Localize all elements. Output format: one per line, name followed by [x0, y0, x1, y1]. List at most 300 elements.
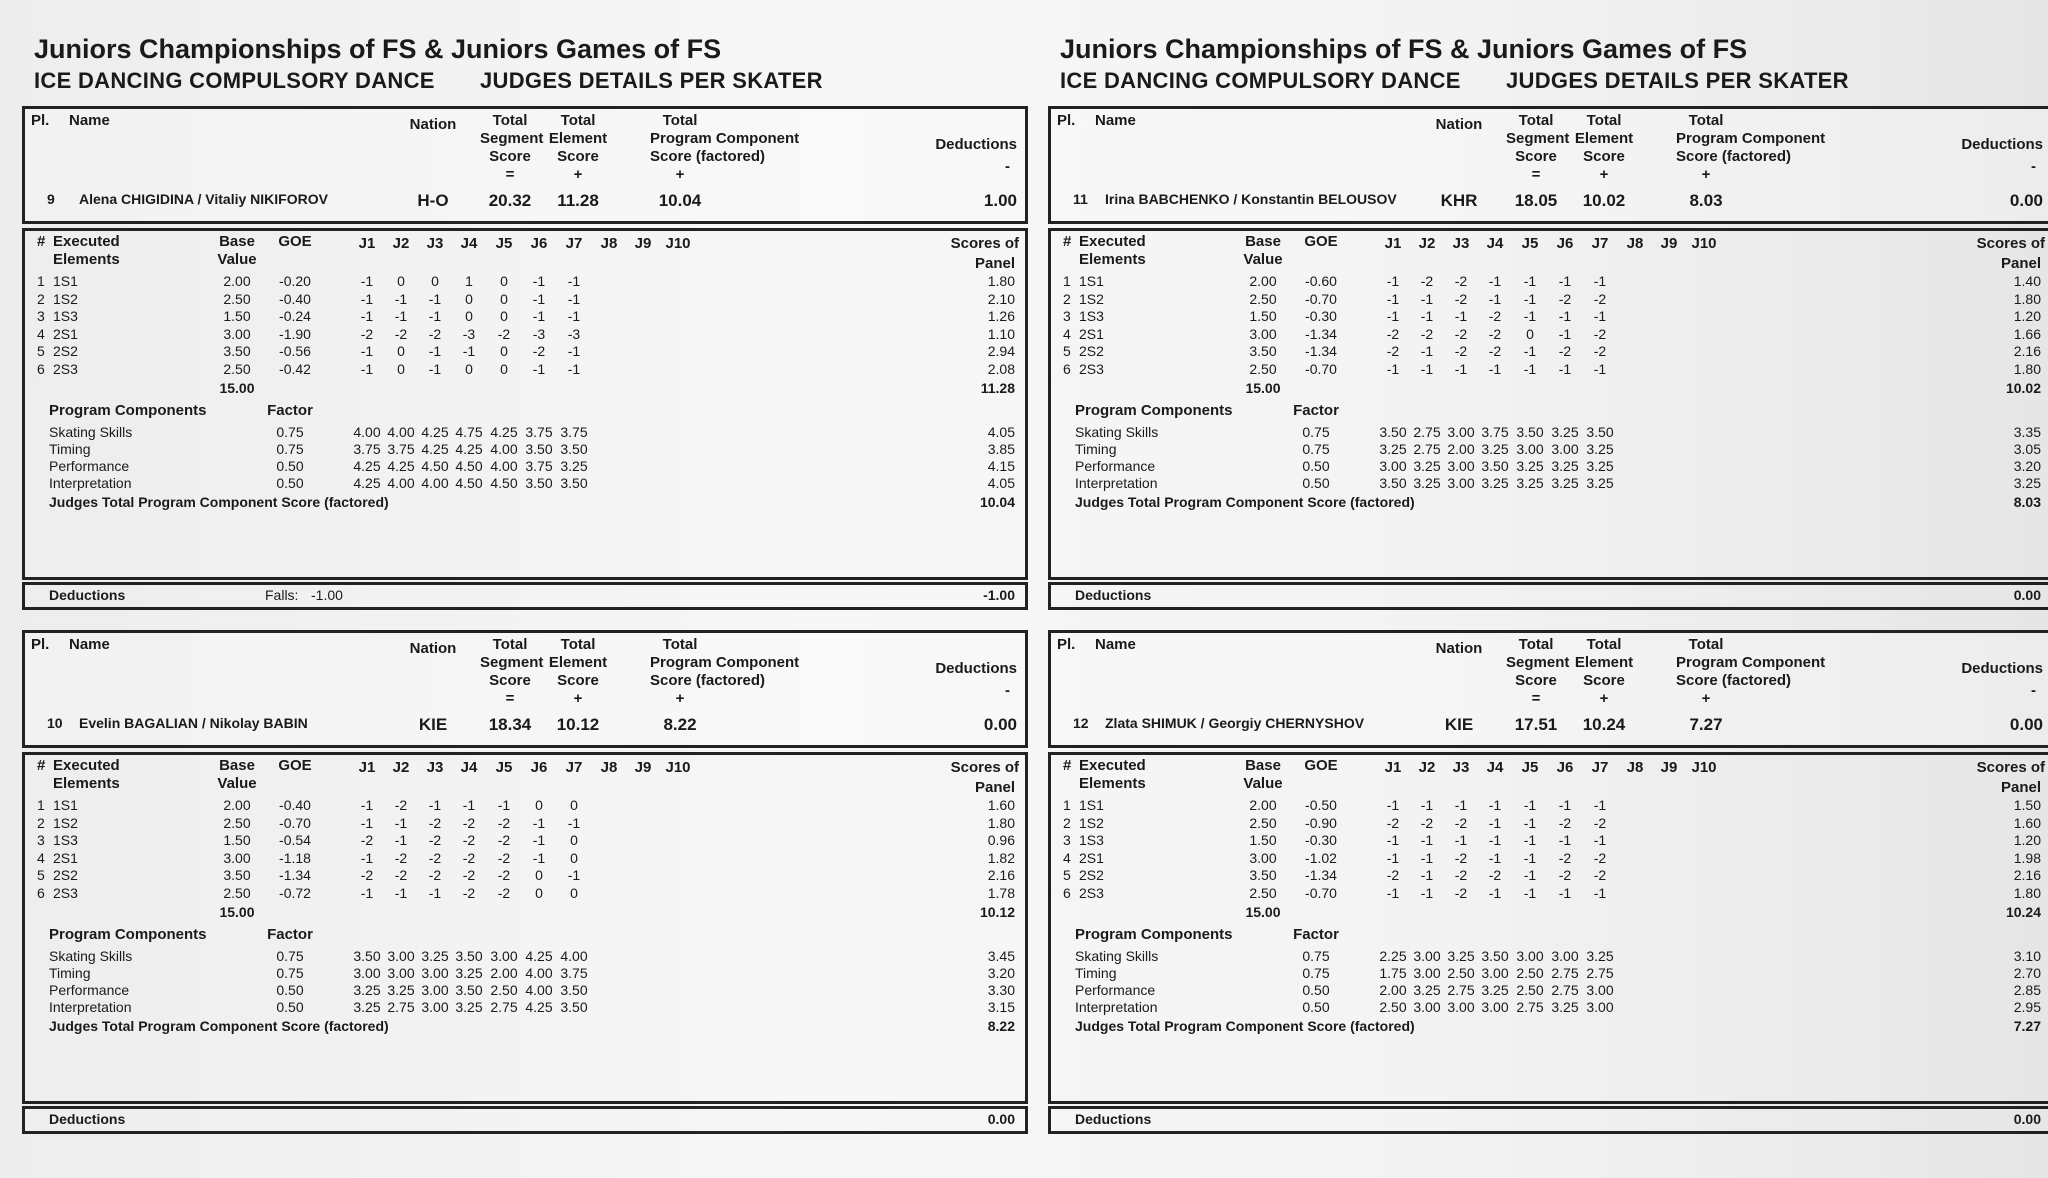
component-judge-mark: 3.50 — [560, 441, 588, 457]
element-number: 5 — [1063, 343, 1071, 359]
component-judge-mark: 3.50 — [560, 999, 588, 1015]
deductions-row-value: 0.00 — [2013, 587, 2041, 603]
component-judge-mark: 3.50 — [525, 441, 553, 457]
component-judge-mark: 3.00 — [1413, 999, 1441, 1015]
element-panel-score: 2.16 — [987, 867, 1015, 883]
skater-header — [22, 106, 1028, 224]
element-judge-mark: -1 — [1386, 360, 1400, 377]
deductions-label: Deductions — [935, 136, 1017, 153]
col-judge: J4 — [1486, 235, 1504, 252]
component-judge-mark: 3.50 — [455, 948, 483, 964]
skater-name: Alena CHIGIDINA / Vitaliy NIKIFOROV — [79, 191, 328, 207]
col-value: Value — [217, 775, 257, 792]
component-factor: 0.75 — [1302, 424, 1330, 440]
component-judge-mark: 2.50 — [1516, 982, 1544, 998]
col-hash: # — [1063, 757, 1072, 774]
nation-label: Nation — [1435, 640, 1483, 657]
component-judge-mark: 3.25 — [560, 458, 588, 474]
pcs-header-line: Total — [1688, 112, 1724, 129]
element-judge-mark: -1 — [1523, 884, 1537, 901]
element-number: 2 — [37, 814, 45, 831]
element-code: 2S3 — [1079, 360, 1104, 377]
element-judge-mark: 0 — [397, 343, 405, 359]
deductions-row — [1048, 582, 2048, 610]
total-segment-score: 18.05 — [1514, 191, 1558, 210]
element-judge-mark: -2 — [532, 343, 546, 359]
element-judge-mark: -1 — [1593, 273, 1607, 289]
element-goe: -0.40 — [279, 290, 311, 307]
element-judge-mark: -1 — [1420, 360, 1434, 377]
component-judge-mark: 4.00 — [387, 475, 415, 491]
element-code: 1S2 — [1079, 290, 1104, 307]
component-judge-mark: 4.25 — [525, 999, 553, 1015]
element-panel-score: 1.80 — [2013, 290, 2041, 307]
element-judge-mark: 0 — [570, 832, 578, 848]
element-code: 1S3 — [53, 832, 78, 848]
element-judge-mark: 0 — [465, 308, 473, 324]
nation-label: Nation — [409, 640, 457, 657]
col-panel: Panel — [2000, 779, 2041, 796]
col-judge: J2 — [392, 759, 410, 776]
skater-nation: KHR — [1440, 191, 1478, 210]
element-judge-mark: -1 — [394, 308, 408, 324]
tes-header-line: Element — [548, 130, 608, 147]
element-number: 4 — [37, 849, 45, 866]
element-judge-mark: -1 — [428, 308, 442, 324]
component-panel-score: 2.85 — [2013, 982, 2041, 998]
element-code: 1S1 — [53, 797, 78, 813]
elements-panel-total: 10.02 — [2005, 380, 2041, 396]
element-base-value: 2.50 — [1249, 814, 1277, 831]
element-judge-mark: -1 — [1558, 797, 1572, 813]
col-judge: J10 — [1691, 759, 1717, 776]
element-base-value: 3.50 — [223, 867, 251, 883]
component-judge-mark: 3.75 — [525, 458, 553, 474]
tes-header-line: Score — [557, 148, 599, 165]
component-judge-mark: 2.50 — [1516, 965, 1544, 981]
pcs-header-line: Program Component — [650, 654, 800, 671]
component-judge-mark: 2.25 — [1379, 948, 1407, 964]
element-judge-mark: 0 — [535, 884, 543, 901]
element-judge-mark: -1 — [462, 797, 476, 813]
component-judge-mark: 3.75 — [525, 424, 553, 440]
program-components-label: Program Components — [49, 926, 207, 943]
deductions-dash: - — [2031, 158, 2036, 175]
element-judge-mark: -2 — [1420, 814, 1434, 831]
tes-header-line: + — [573, 166, 583, 183]
element-goe: -1.34 — [1305, 867, 1337, 883]
component-judge-mark: 2.75 — [387, 999, 415, 1015]
col-executed: Executed — [1079, 757, 1146, 774]
element-judge-mark: -1 — [1454, 797, 1468, 813]
component-judge-mark: 3.00 — [1551, 441, 1579, 457]
component-name: Skating Skills — [1075, 424, 1159, 440]
col-judge: J3 — [426, 235, 444, 252]
tss-header-line: Score — [1515, 672, 1557, 689]
component-factor: 0.50 — [1302, 982, 1330, 998]
component-judge-mark: 2.50 — [1447, 965, 1475, 981]
element-judge-mark: -1 — [1420, 308, 1434, 324]
judges-total-value: 8.03 — [2013, 494, 2041, 510]
col-value: Value — [1243, 775, 1283, 792]
element-judge-mark: -1 — [1523, 832, 1537, 848]
element-base-value: 1.50 — [1249, 832, 1277, 848]
element-panel-score: 1.66 — [2013, 325, 2041, 342]
component-panel-score: 3.15 — [987, 999, 1015, 1015]
element-judge-mark: -1 — [1558, 308, 1572, 324]
judges-total-label: Judges Total Program Component Score (factored) — [1075, 494, 1415, 510]
element-judge-mark: -1 — [1488, 814, 1502, 831]
element-judge-mark: -2 — [428, 849, 442, 866]
element-judge-mark: -1 — [360, 308, 374, 324]
element-judge-mark: -2 — [1454, 849, 1468, 866]
element-base-value: 2.00 — [1249, 273, 1277, 289]
element-base-value: 1.50 — [1249, 308, 1277, 324]
component-factor: 0.75 — [1302, 441, 1330, 457]
element-judge-mark: -2 — [1488, 308, 1502, 324]
component-judge-mark: 3.75 — [387, 441, 415, 457]
element-judge-mark: -1 — [1488, 290, 1502, 307]
col-judge: J10 — [1691, 235, 1717, 252]
element-number: 5 — [37, 343, 45, 359]
col-value: Value — [217, 251, 257, 268]
component-judge-mark: 3.00 — [1586, 999, 1614, 1015]
element-goe: -1.90 — [279, 325, 311, 342]
element-judge-mark: -1 — [1593, 308, 1607, 324]
element-goe: -0.30 — [1305, 832, 1337, 848]
component-judge-mark: 4.75 — [455, 424, 483, 440]
element-judge-mark: -2 — [1593, 814, 1607, 831]
pcs-header-line: Program Component — [1676, 654, 1826, 671]
component-judge-mark: 3.00 — [1447, 475, 1475, 491]
pl-label: Pl. — [31, 112, 50, 129]
deductions-row-value: -1.00 — [983, 587, 1015, 603]
element-goe: -0.70 — [279, 814, 311, 831]
element-judge-mark: -1 — [1558, 360, 1572, 377]
col-judge: J5 — [495, 759, 513, 776]
element-judge-mark: 0 — [570, 797, 578, 813]
component-panel-score: 3.05 — [2013, 441, 2041, 457]
component-judge-mark: 2.50 — [1379, 999, 1407, 1015]
element-judge-mark: -1 — [360, 884, 374, 901]
element-judge-mark: -2 — [1558, 849, 1572, 866]
tes-header-line: Score — [1583, 672, 1625, 689]
element-panel-score: 1.80 — [2013, 360, 2041, 377]
col-judge: J10 — [665, 759, 691, 776]
col-judge: J8 — [600, 759, 618, 776]
component-judge-mark: 3.25 — [1447, 948, 1475, 964]
element-judge-mark: -1 — [1593, 832, 1607, 848]
element-goe: -0.56 — [279, 343, 311, 359]
component-judge-mark: 4.25 — [421, 424, 449, 440]
component-judge-mark: 3.00 — [1447, 999, 1475, 1015]
element-judge-mark: 0 — [500, 308, 508, 324]
element-judge-mark: -1 — [428, 884, 442, 901]
element-judge-mark: 0 — [1526, 325, 1534, 342]
component-panel-score: 3.10 — [2013, 948, 2041, 964]
component-judge-mark: 2.75 — [1551, 965, 1579, 981]
element-judge-mark: -2 — [1454, 884, 1468, 901]
col-judge: J6 — [1556, 235, 1574, 252]
col-goe: GOE — [278, 757, 312, 774]
deductions-row — [22, 582, 1028, 610]
tss-header-line: Segment — [480, 130, 544, 147]
elements-panel-total: 11.28 — [980, 380, 1015, 396]
element-goe: -0.40 — [279, 797, 311, 813]
pcs-header-line: + — [1701, 166, 1711, 183]
element-judge-mark: -2 — [1454, 867, 1468, 883]
element-panel-score: 0.96 — [987, 832, 1015, 848]
component-factor: 0.50 — [276, 458, 304, 474]
component-judge-mark: 4.25 — [353, 475, 381, 491]
element-judge-mark: -2 — [428, 867, 442, 883]
element-judge-mark: -1 — [1523, 273, 1537, 289]
tes-header-line: Total — [560, 636, 596, 653]
element-goe: -0.70 — [1305, 884, 1337, 901]
component-factor: 0.50 — [276, 999, 304, 1015]
judges-details-table — [22, 228, 1028, 580]
col-judge: J2 — [1418, 235, 1436, 252]
element-goe: -0.70 — [1305, 360, 1337, 377]
component-factor: 0.50 — [276, 475, 304, 491]
component-judge-mark: 3.25 — [1551, 475, 1579, 491]
element-judge-mark: -1 — [532, 308, 546, 324]
pcs-header-line: + — [1701, 690, 1711, 707]
factor-label: Factor — [1293, 402, 1339, 419]
tes-header-line: Total — [1586, 112, 1622, 129]
element-judge-mark: -1 — [567, 308, 581, 324]
component-judge-mark: 3.50 — [1481, 948, 1509, 964]
element-number: 3 — [37, 308, 45, 324]
element-judge-mark: 0 — [500, 343, 508, 359]
element-base-value: 2.00 — [223, 273, 251, 289]
component-judge-mark: 3.00 — [1447, 424, 1475, 440]
element-judge-mark: -3 — [567, 325, 581, 342]
col-panel: Panel — [974, 255, 1015, 272]
element-judge-mark: -1 — [1593, 884, 1607, 901]
element-panel-score: 1.78 — [987, 884, 1015, 901]
element-judge-mark: -1 — [360, 814, 374, 831]
component-judge-mark: 2.75 — [1447, 982, 1475, 998]
component-name: Skating Skills — [49, 948, 133, 964]
component-judge-mark: 3.75 — [1481, 424, 1509, 440]
total-element-score: 11.28 — [557, 191, 599, 210]
element-judge-mark: -2 — [1454, 290, 1468, 307]
component-factor: 0.75 — [276, 441, 304, 457]
element-goe: -0.90 — [1305, 814, 1337, 831]
element-judge-mark: -1 — [1523, 797, 1537, 813]
skater-place: 11 — [1073, 191, 1088, 207]
col-hash: # — [37, 757, 46, 774]
component-factor: 0.50 — [276, 982, 304, 998]
element-judge-mark: -1 — [428, 343, 442, 359]
element-number: 1 — [37, 273, 45, 289]
element-judge-mark: -2 — [428, 325, 442, 342]
deductions-row-label: Deductions — [1075, 587, 1152, 603]
skater-place: 9 — [47, 191, 55, 207]
col-judge: J9 — [1660, 759, 1678, 776]
element-code: 1S2 — [1079, 814, 1104, 831]
tss-header-line: Score — [1515, 148, 1557, 165]
total-element-score: 10.02 — [1582, 191, 1626, 210]
component-judge-mark: 3.00 — [1516, 441, 1544, 457]
element-judge-mark: 0 — [500, 360, 508, 377]
element-number: 6 — [37, 884, 45, 901]
component-factor: 0.75 — [276, 424, 304, 440]
element-judge-mark: -3 — [462, 325, 476, 342]
element-judge-mark: -2 — [497, 814, 511, 831]
deductions-dash: - — [1005, 682, 1010, 699]
deductions-row — [1048, 1106, 2048, 1134]
element-judge-mark: -1 — [1488, 360, 1502, 377]
element-judge-mark: -1 — [1523, 308, 1537, 324]
component-judge-mark: 3.00 — [421, 982, 449, 998]
element-judge-mark: -2 — [360, 325, 374, 342]
component-name: Timing — [1075, 441, 1117, 457]
component-name: Performance — [1075, 458, 1156, 474]
element-judge-mark: -1 — [360, 797, 374, 813]
component-name: Interpretation — [49, 999, 132, 1015]
component-judge-mark: 2.75 — [1551, 982, 1579, 998]
element-judge-mark: -1 — [1386, 273, 1400, 289]
element-judge-mark: -1 — [360, 360, 374, 377]
element-judge-mark: -1 — [394, 832, 408, 848]
element-panel-score: 1.82 — [987, 849, 1015, 866]
element-judge-mark: 0 — [431, 273, 439, 289]
element-judge-mark: -2 — [1593, 290, 1607, 307]
element-base-value: 2.50 — [1249, 290, 1277, 307]
col-elements: Elements — [53, 251, 120, 268]
component-judge-mark: 3.25 — [353, 999, 381, 1015]
element-number: 1 — [37, 797, 45, 813]
element-number: 4 — [1063, 325, 1071, 342]
component-judge-mark: 3.00 — [1516, 948, 1544, 964]
col-judge: J10 — [665, 235, 691, 252]
component-name: Skating Skills — [1075, 948, 1159, 964]
component-judge-mark: 3.50 — [560, 982, 588, 998]
skater-header — [1048, 630, 2048, 748]
total-segment-score: 20.32 — [488, 191, 532, 210]
component-judge-mark: 4.50 — [421, 458, 449, 474]
deductions-row — [22, 1106, 1028, 1134]
component-name: Performance — [49, 982, 130, 998]
element-judge-mark: 0 — [397, 360, 405, 377]
pcs-header-line: Total — [662, 112, 698, 129]
component-judge-mark: 3.50 — [353, 948, 381, 964]
component-judge-mark: 2.75 — [1413, 424, 1441, 440]
element-judge-mark: -1 — [1488, 273, 1502, 289]
judges-details-table — [22, 752, 1028, 1104]
element-code: 1S2 — [53, 814, 78, 831]
element-goe: -0.30 — [1305, 308, 1337, 324]
element-judge-mark: 0 — [570, 884, 578, 901]
total-deductions: 0.00 — [2009, 715, 2043, 734]
elements-panel-total: 10.24 — [2005, 904, 2041, 920]
component-judge-mark: 2.00 — [1379, 982, 1407, 998]
component-judge-mark: 3.25 — [1413, 982, 1441, 998]
col-judge: J1 — [358, 235, 376, 252]
element-judge-mark: -1 — [1386, 797, 1400, 813]
element-judge-mark: -2 — [1488, 343, 1502, 359]
col-elements: Elements — [1079, 775, 1146, 792]
pl-label: Pl. — [1057, 636, 1076, 653]
component-judge-mark: 3.00 — [421, 999, 449, 1015]
component-judge-mark: 2.75 — [1586, 965, 1614, 981]
element-judge-mark: -1 — [394, 884, 408, 901]
element-number: 3 — [1063, 832, 1071, 848]
element-judge-mark: -1 — [1386, 884, 1400, 901]
element-judge-mark: -2 — [1386, 814, 1400, 831]
col-judge: J9 — [1660, 235, 1678, 252]
element-panel-score: 1.60 — [987, 797, 1015, 813]
element-judge-mark: -1 — [1488, 797, 1502, 813]
col-judge: J8 — [600, 235, 618, 252]
element-judge-mark: -2 — [1558, 814, 1572, 831]
falls-label: Falls: — [265, 587, 299, 603]
pcs-header-line: Score (factored) — [1676, 148, 1792, 165]
right-page — [1036, 0, 2048, 1178]
element-base-value: 3.00 — [1249, 849, 1277, 866]
col-judge: J9 — [634, 759, 652, 776]
col-judge: J2 — [1418, 759, 1436, 776]
element-judge-mark: 0 — [570, 849, 578, 866]
component-judge-mark: 3.25 — [1481, 982, 1509, 998]
element-judge-mark: -2 — [1593, 325, 1607, 342]
deductions-row-label: Deductions — [1075, 1111, 1152, 1127]
component-judge-mark: 4.50 — [455, 458, 483, 474]
element-panel-score: 1.98 — [2013, 849, 2041, 866]
element-judge-mark: 0 — [465, 290, 473, 307]
element-code: 1S1 — [53, 273, 78, 289]
element-number: 6 — [1063, 360, 1071, 377]
component-panel-score: 3.45 — [987, 948, 1015, 964]
component-judge-mark: 3.50 — [1516, 424, 1544, 440]
element-judge-mark: -1 — [1523, 343, 1537, 359]
component-judge-mark: 3.00 — [353, 965, 381, 981]
col-judge: J3 — [426, 759, 444, 776]
element-goe: -0.54 — [279, 832, 311, 848]
col-judge: J3 — [1452, 235, 1470, 252]
element-code: 2S2 — [53, 867, 78, 883]
event-title: ICE DANCING COMPULSORY DANCE — [1060, 68, 1461, 93]
component-name: Performance — [49, 458, 130, 474]
factor-label: Factor — [1293, 926, 1339, 943]
element-judge-mark: -2 — [497, 832, 511, 848]
element-judge-mark: -1 — [1386, 849, 1400, 866]
element-judge-mark: -2 — [1386, 343, 1400, 359]
col-hash: # — [37, 233, 46, 250]
col-judge: J6 — [530, 759, 548, 776]
component-judge-mark: 4.00 — [525, 982, 553, 998]
skater-name: Zlata SHIMUK / Georgiy CHERNYSHOV — [1105, 715, 1365, 731]
col-judge: J7 — [565, 759, 583, 776]
total-deductions: 1.00 — [983, 191, 1017, 210]
element-judge-mark: 0 — [535, 797, 543, 813]
element-code: 2S1 — [1079, 325, 1104, 342]
component-judge-mark: 3.00 — [1551, 948, 1579, 964]
element-judge-mark: -1 — [1420, 884, 1434, 901]
component-judge-mark: 4.00 — [387, 424, 415, 440]
col-judge: J1 — [1384, 235, 1402, 252]
element-base-value: 3.00 — [223, 325, 251, 342]
element-code: 1S1 — [1079, 273, 1104, 289]
element-judge-mark: -2 — [1558, 867, 1572, 883]
element-judge-mark: -1 — [360, 290, 374, 307]
col-judge: J4 — [460, 235, 478, 252]
component-judge-mark: 3.50 — [560, 475, 588, 491]
element-code: 2S2 — [53, 343, 78, 359]
element-judge-mark: -1 — [567, 867, 581, 883]
